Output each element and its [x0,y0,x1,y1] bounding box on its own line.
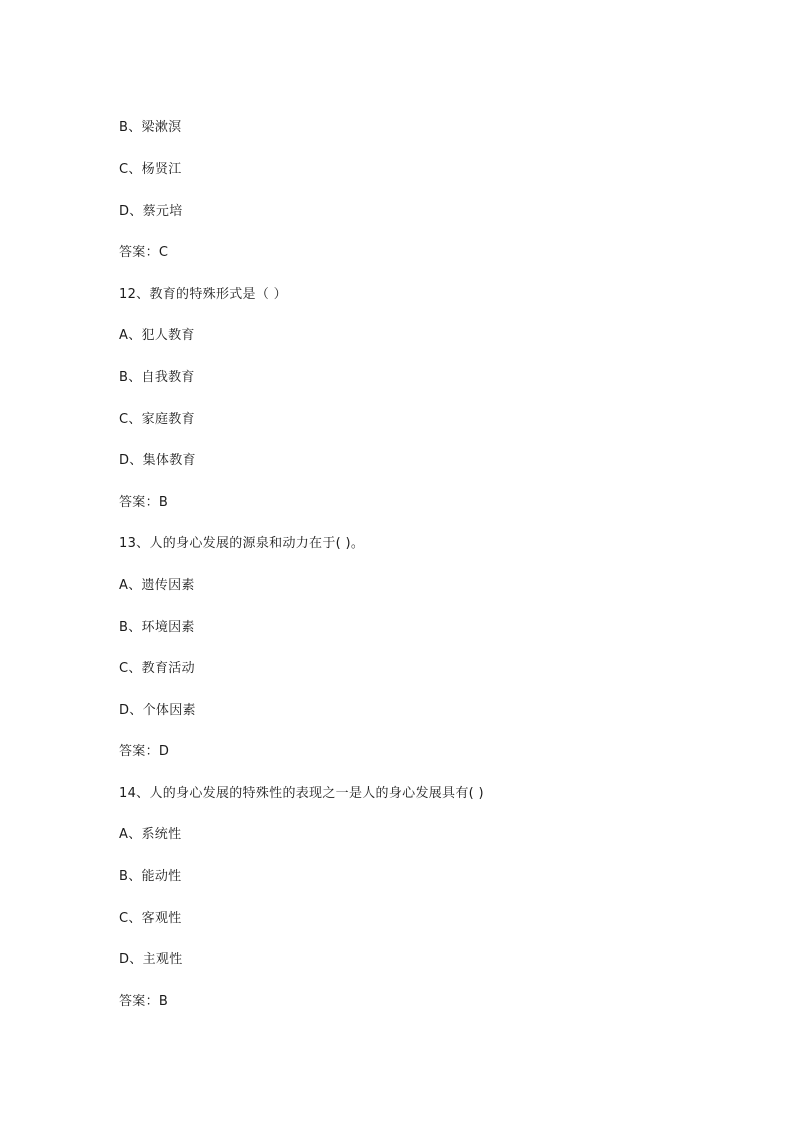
answer-q14: 答案：B [119,994,169,1009]
option-c-q12: C、家庭教育 [119,412,195,427]
option-c-q13: C、教育活动 [119,661,195,676]
option-d-q14: D、主观性 [119,952,183,967]
option-d-q13: D、个体因素 [119,703,196,718]
option-b-q12: B、自我教育 [119,370,195,385]
option-b-q13: B、环境因素 [119,620,195,635]
option-d-q12: D、集体教育 [119,453,196,468]
option-c-q11: C、杨贤江 [119,162,182,177]
option-a-q14: A、系统性 [119,827,182,842]
option-b-q11: B、梁漱溟 [119,120,182,135]
answer-q12: 答案：B [119,495,169,510]
answer-q13: 答案：D [119,744,170,759]
option-c-q14: C、客观性 [119,911,182,926]
question-13: 13、人的身心发展的源泉和动力在于( )。 [119,536,365,551]
answer-q11: 答案：C [119,245,169,260]
question-12: 12、教育的特殊形式是（ ） [119,287,287,302]
option-b-q14: B、能动性 [119,869,182,884]
question-14: 14、人的身心发展的特殊性的表现之一是人的身心发展具有( ) [119,786,484,801]
option-a-q13: A、遗传因素 [119,578,195,593]
option-d-q11: D、蔡元培 [119,204,183,219]
option-a-q12: A、犯人教育 [119,328,195,343]
